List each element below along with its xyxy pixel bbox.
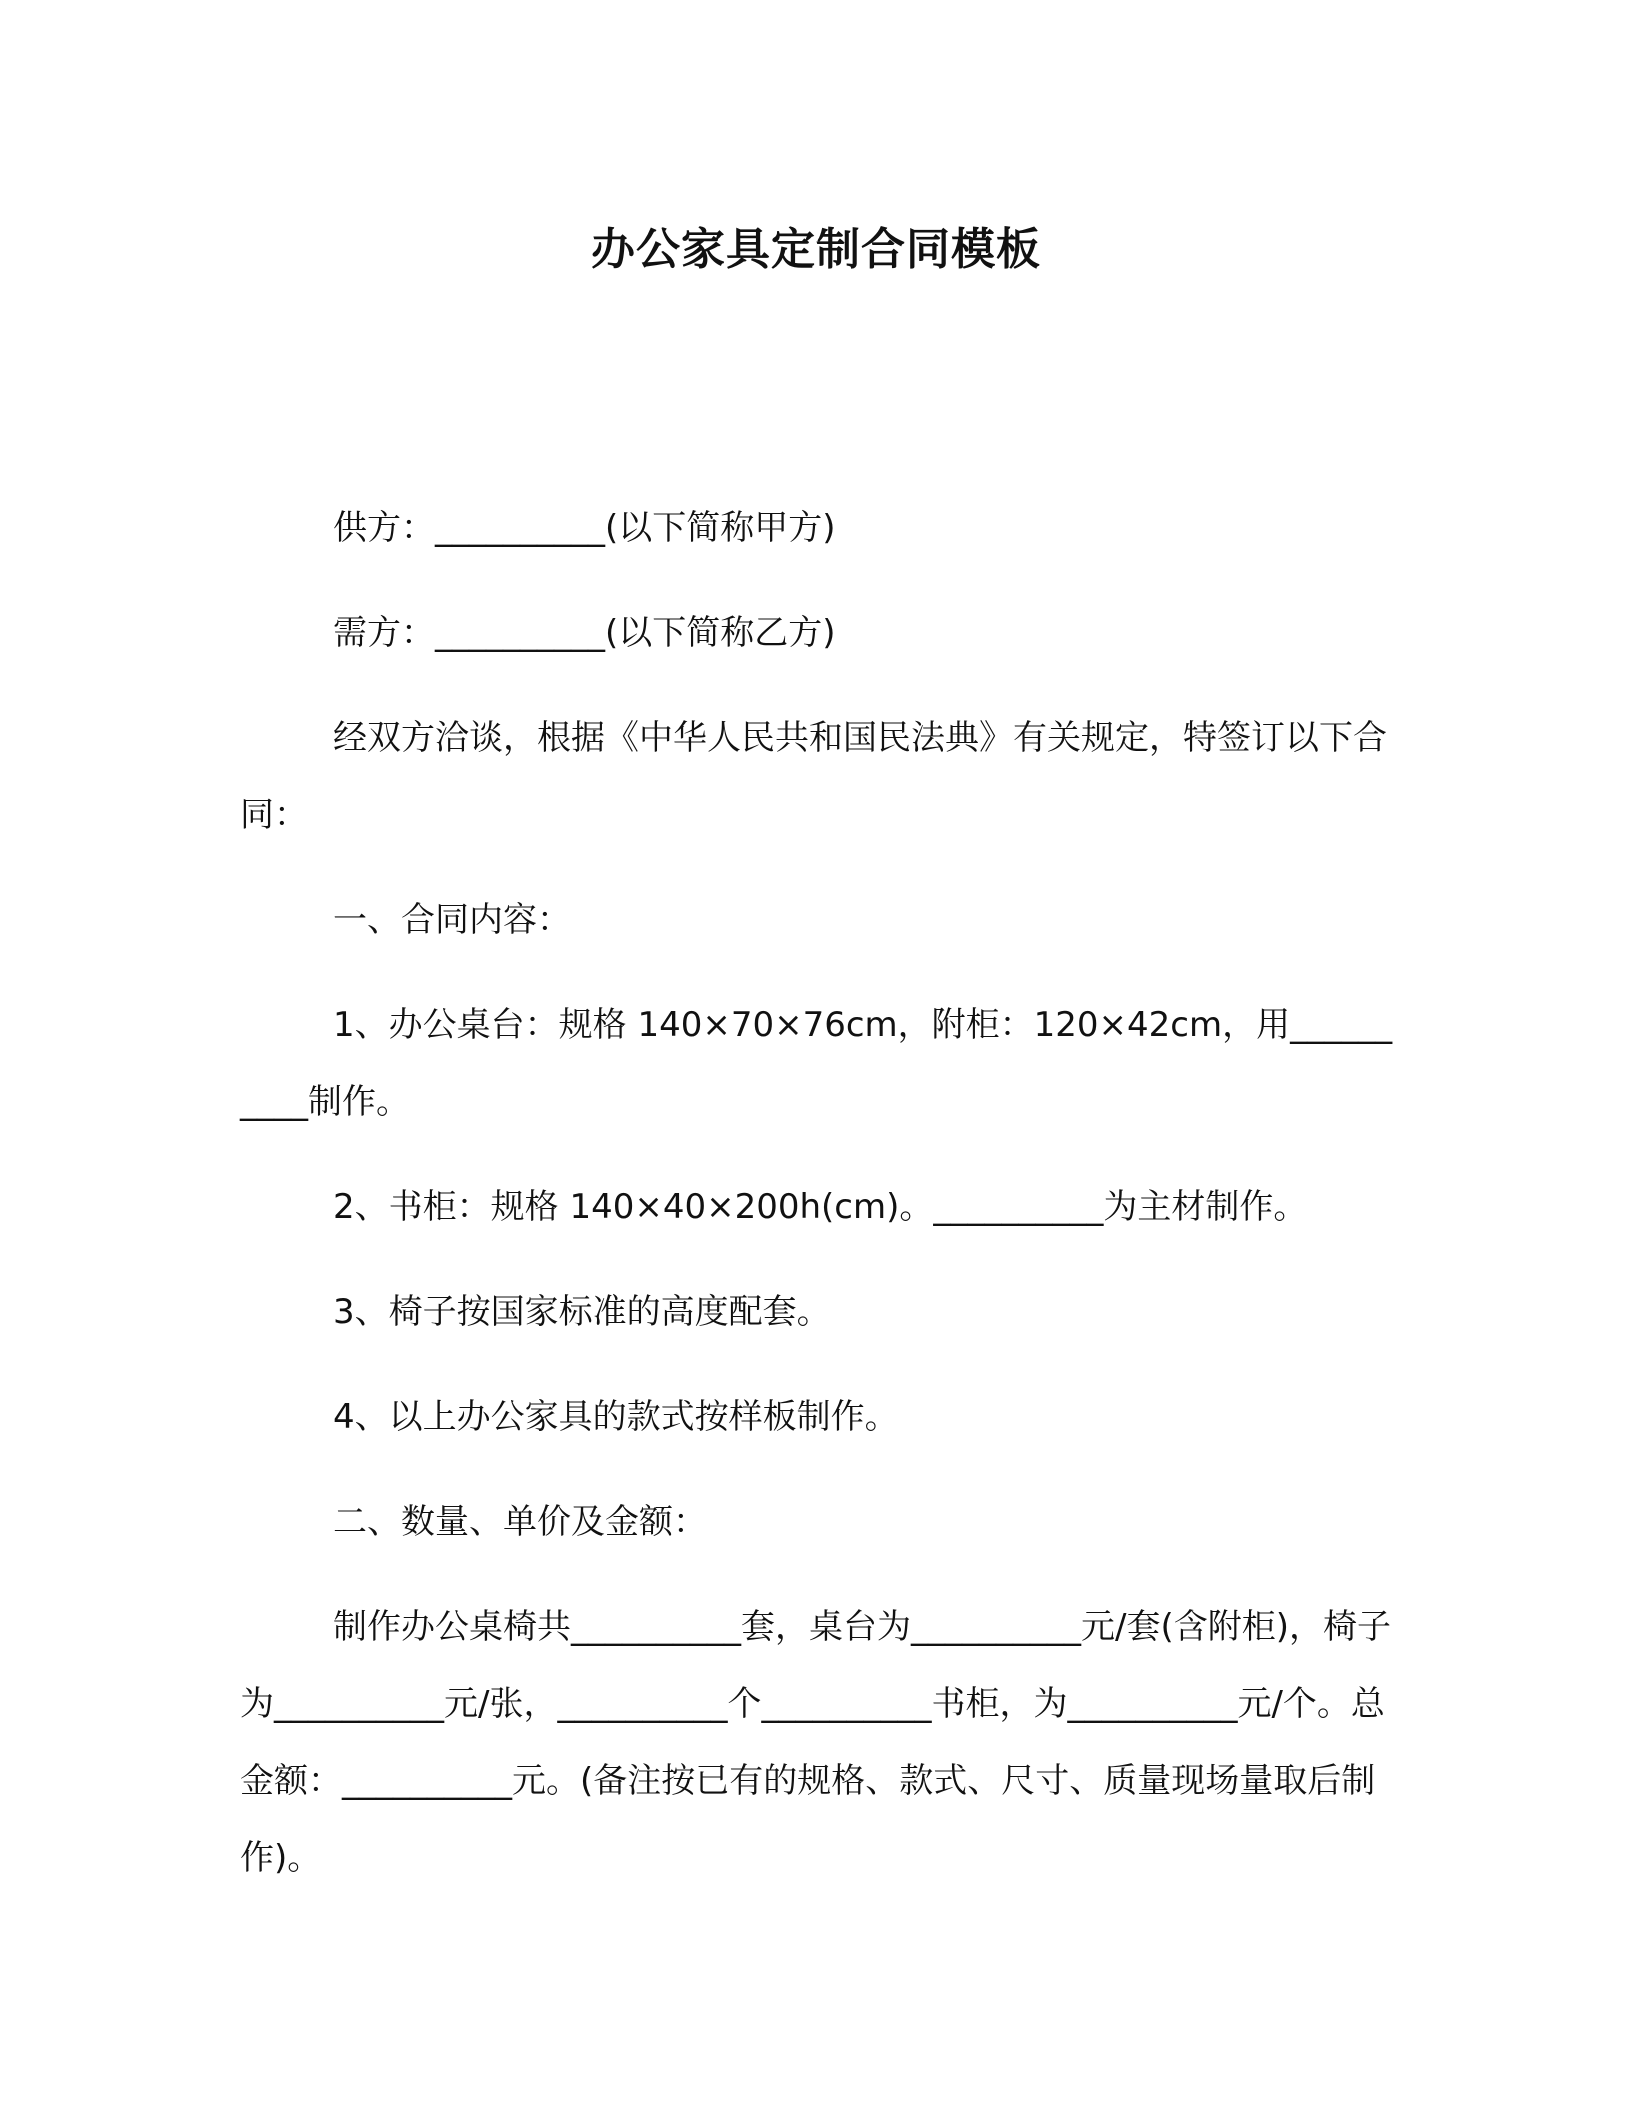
clause-4-style: 4、以上办公家具的款式按样板制作。 bbox=[333, 1397, 899, 1437]
section-heading-quantity-price: 二、数量、单价及金额： bbox=[333, 1502, 707, 1542]
quantity-price-paragraph: 制作办公桌椅共__________套，桌台为__________元/套(含附柜)，椅子为__________元/张，__________个__________书柜，为__________元/个。总金额：__________元。(备注按已有的规格、款式、尺寸、质量现场量取后制作)。 bbox=[240, 1607, 1391, 1878]
supplier-line: 供方：__________(以下简称甲方) bbox=[333, 508, 836, 548]
preamble-paragraph: 经双方洽谈，根据《中华人民共和国民法典》有关规定，特签订以下合同： bbox=[240, 718, 1387, 835]
clause-1-desk: 1、办公桌台：规格 140×70×76cm，附柜：120×42cm，用__________制作。 bbox=[240, 1005, 1393, 1122]
clause-2-bookcase: 2、书柜：规格 140×40×200h(cm)。__________为主材制作。 bbox=[333, 1187, 1308, 1227]
buyer-line: 需方：__________(以下简称乙方) bbox=[333, 613, 836, 653]
section-heading-contract-content: 一、合同内容： bbox=[333, 900, 571, 940]
clause-3-chairs: 3、椅子按国家标准的高度配套。 bbox=[333, 1292, 831, 1332]
document-title: 办公家具定制合同模板 bbox=[591, 224, 1041, 275]
document-body bbox=[240, 490, 1400, 1897]
